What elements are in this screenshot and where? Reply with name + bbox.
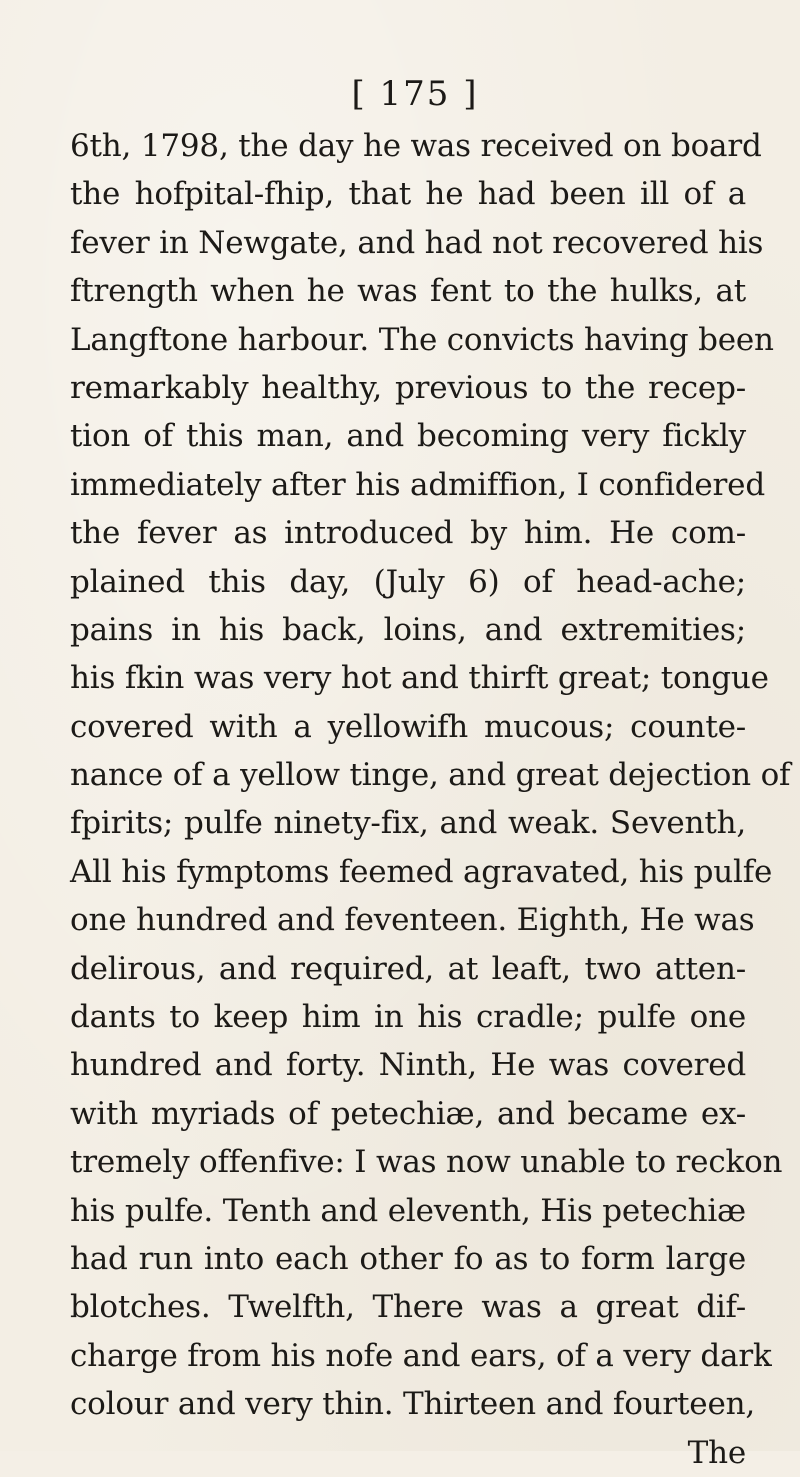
text-line: Langftone harbour. The convicts having been	[70, 321, 774, 358]
text-line: his pulfe. Tenth and eleventh, His petechiæ	[70, 1192, 746, 1229]
text-line: All his fymptoms feemed agravated, his pulfe	[70, 853, 773, 890]
text-line: 6th, 1798, the day he was received on board	[70, 128, 762, 164]
catchword: The	[687, 1434, 746, 1471]
text-line: colour and very thin. Thirteen and fourteen,	[70, 1386, 756, 1423]
text-line: the fever as introduced by him. He com-	[70, 515, 746, 552]
text-line: covered with a yellowifh mucous; counte-	[70, 708, 746, 745]
text-line: had run into each other fo as to form large	[70, 1240, 746, 1277]
text-line: hundred and forty. Ninth, He was covered	[70, 1047, 746, 1084]
body-text	[70, 122, 791, 1477]
text-line: ftrength when he was fent to the hulks, at	[70, 273, 746, 310]
text-line: tion of this man, and becoming very fickly	[70, 418, 746, 455]
text-line: pains in his back, loins, and extremities;	[70, 611, 746, 648]
text-line: fever in Newgate, and had not recovered his	[70, 224, 764, 261]
text-line: dants to keep him in his cradle; pulfe one	[70, 999, 746, 1036]
text-line: with myriads of petechiæ, and became ex-	[70, 1095, 746, 1132]
text-line: tremely offenfive: I was now unable to reckon	[70, 1144, 783, 1181]
text-line: delirous, and required, at leaft, two atten-	[70, 950, 746, 987]
text-line: fpirits; pulfe ninety-fix, and weak. Seventh,	[70, 805, 746, 842]
text-line: his fkin was very hot and thirft great; tongue	[70, 660, 769, 697]
text-line: nance of a yellow tinge, and great dejection of	[70, 757, 791, 794]
text-line: remarkably healthy, previous to the recep-	[70, 369, 746, 406]
text-line: immediately after his admiffion, I confidered	[70, 466, 765, 503]
text-line: plained this day, (July 6) of head-ache;	[70, 563, 746, 600]
text-line: charge from his nofe and ears, of a very dark	[70, 1337, 772, 1374]
page-number-header: [ 175 ]	[351, 74, 479, 114]
text-line: one hundred and feventeen. Eighth, He was	[70, 902, 755, 939]
text-line: blotches. Twelfth, There was a great dif-	[70, 1289, 746, 1326]
text-line: the hofpital-fhip, that he had been ill of a	[70, 176, 746, 213]
